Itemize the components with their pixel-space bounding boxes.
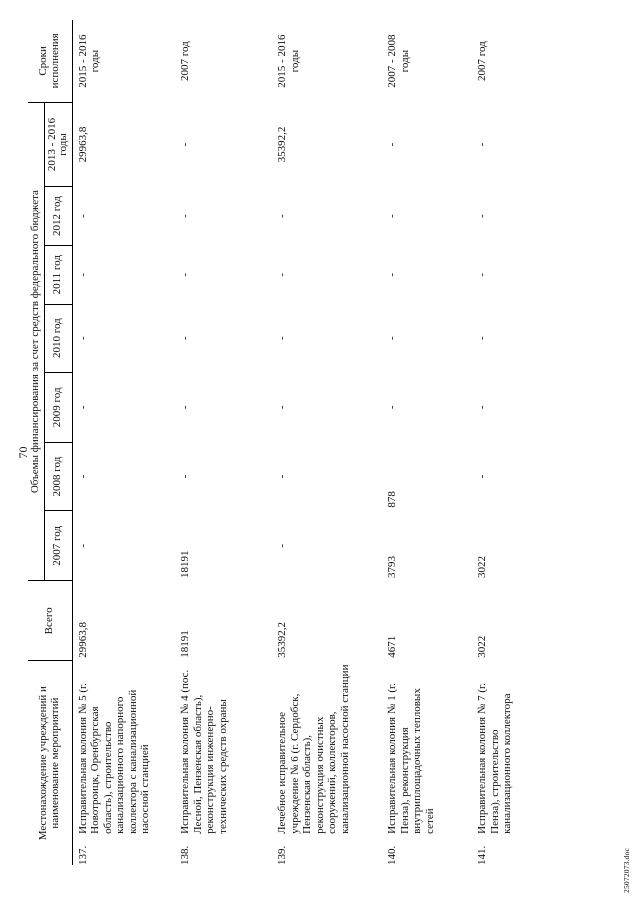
row-2012: - (76, 214, 89, 218)
row-2013-2016: - (386, 142, 398, 147)
row-term: 2015 - 2016 годы (276, 34, 301, 88)
row-2011: - (386, 272, 398, 277)
row-2009: - (276, 405, 288, 410)
footer-doc-code: 25072073.doc (622, 847, 631, 893)
table-row (175, 20, 272, 865)
header-year-2007: 2007 год (44, 511, 72, 581)
row-2008: - (76, 474, 89, 479)
header-federal-group: Объемы финансирования за счет средств федерального бюджета (28, 102, 44, 581)
row-description: Исправительная колония № 7 (г. Пенза), строительство канализационного коллектора (476, 683, 513, 834)
row-description: Исправительная колония № 4 (пос. Лесной, Пензенская область), реконструкция инженерно-технических средств охраны (179, 669, 229, 834)
row-2009: - (76, 405, 89, 410)
row-2012: - (276, 214, 288, 218)
row-total: 3022 (476, 635, 488, 658)
row-2013-2016: - (179, 142, 191, 147)
header-row-1 (28, 20, 44, 865)
row-term: 2015 - 2016 годы (76, 34, 101, 88)
row-2009: - (179, 405, 191, 410)
row-2013-2016: 35392,2 (276, 126, 288, 163)
table-row (472, 20, 558, 865)
table-row (382, 20, 472, 865)
row-2010: - (386, 336, 398, 340)
row-2011: - (76, 272, 89, 277)
row-2012: - (386, 214, 398, 218)
row-2009: - (476, 405, 488, 410)
header-year-2010: 2010 год (44, 304, 72, 372)
row-description: Исправительная колония № 5 (г. Новотроицк, Оренбургская область), строительство канализационного напорного коллектора с канализационной насосной станцией (76, 683, 151, 834)
row-total: 35392,2 (276, 622, 288, 658)
row-description: Лечебное исправительное учреждение № 6 (г. Сердобск, Пензенская область), реконструкция очистных сооружений, коллекторов, канализационной насосной станции (276, 664, 351, 834)
row-term: 2007 год (179, 41, 191, 82)
row-2010: - (276, 336, 288, 340)
row-term: 2007 год (476, 41, 488, 82)
header-year-2012: 2012 год (44, 187, 72, 246)
financing-table (28, 20, 558, 865)
row-2007: 3022 (476, 556, 488, 578)
table-row (272, 20, 382, 865)
header-deadline: Сроки исполнения (28, 20, 72, 102)
row-2007: - (76, 543, 89, 548)
table-row (72, 20, 175, 865)
row-total: 29963,8 (76, 622, 89, 658)
row-2010: - (179, 336, 191, 340)
row-total: 4671 (386, 635, 398, 658)
header-year-2011: 2011 год (44, 245, 72, 304)
header-year-2009: 2009 год (44, 372, 72, 442)
row-number: 138. (179, 845, 191, 865)
row-2010: - (76, 336, 89, 340)
row-total: 18191 (179, 630, 191, 658)
page-number: 70 (16, 446, 30, 459)
header-year-2008: 2008 год (44, 443, 72, 511)
row-2013-2016: 29963,8 (76, 126, 89, 163)
row-2008: - (179, 474, 191, 479)
row-2007: 18191 (179, 550, 191, 578)
row-2010: - (476, 336, 488, 340)
row-2011: - (476, 272, 488, 277)
row-2008: - (276, 474, 288, 479)
row-2008: 878 (386, 491, 398, 508)
header-location: Местонахождение учреждений и наименование мероприятий (28, 661, 72, 865)
row-number: 137. (76, 845, 89, 865)
row-2008: - (476, 474, 488, 479)
row-2007: - (276, 543, 288, 548)
row-2012: - (179, 214, 191, 218)
row-number: 141. (476, 845, 488, 865)
row-2011: - (276, 272, 288, 277)
row-2011: - (179, 272, 191, 277)
row-2012: - (476, 214, 488, 218)
row-2007: 3793 (386, 556, 398, 578)
row-description: Исправительная колония № 1 (г. Пенза), реконструкция внутриплощадочных тепловых сетей (386, 683, 436, 834)
row-2013-2016: - (476, 142, 488, 147)
row-number: 139. (276, 845, 288, 865)
header-year-2013-2016: 2013 - 2016 годы (44, 102, 72, 186)
row-2009: - (386, 405, 398, 410)
header-total: Всего (28, 581, 72, 661)
row-number: 140. (386, 845, 398, 865)
row-term: 2007 - 2008 годы (386, 34, 411, 88)
